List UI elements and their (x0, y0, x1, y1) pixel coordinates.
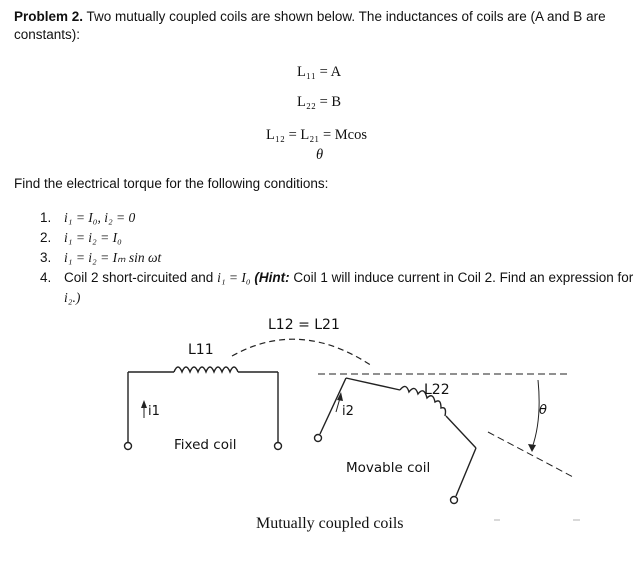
problem-label: Problem 2. (14, 9, 84, 24)
figure-caption: Mutually coupled coils (256, 515, 404, 532)
hint-label: (Hint: (254, 270, 290, 285)
list-number: 1. (40, 210, 52, 225)
condition-text-post: Coil 1 will induce current in Coil 2. Find an expression for (289, 270, 634, 285)
condition-text-cont: i₂.) (64, 290, 81, 305)
find-instruction: Find the electrical torque for the following conditions: (14, 176, 329, 191)
equation-l11: L₁₁ = A (297, 64, 342, 80)
condition-text: i₁ = i₂ = Iₘ sin ωt (64, 250, 162, 265)
list-number: 2. (40, 230, 52, 245)
condition-text: i₁ = i₂ = I₀ (64, 230, 122, 245)
theta-label: θ (539, 403, 547, 418)
theta-arrowhead (528, 444, 536, 452)
problem-text: Two mutually coupled coils are shown below. The inductances of coils are (A and B are constants): (14, 9, 606, 42)
i1-label: i1 (148, 404, 160, 419)
fixed-coil-label: Fixed coil (174, 437, 237, 453)
list-number: 3. (40, 250, 52, 265)
movable-coil-label: Movable coil (346, 460, 431, 476)
i2-label: i2 (342, 404, 354, 419)
list-number: 4. (40, 270, 52, 285)
equation-theta: θ (316, 147, 324, 163)
i1-arrowhead (141, 400, 147, 408)
l11-label: L11 (188, 342, 214, 358)
condition-math: i₁ = I₀ (217, 270, 251, 285)
mutual-coupling-arc (232, 339, 372, 366)
mutual-inductance-label: L12 = L21 (268, 317, 340, 333)
condition-text: i₁ = I₀, i₂ = 0 (64, 210, 136, 225)
theta-line (488, 432, 575, 478)
equation-l22: L₂₂ = B (297, 94, 342, 110)
condition-text-pre: Coil 2 short-circuited and (64, 270, 218, 285)
equation-l12: L₁₂ = L₂₁ = Mcos (266, 127, 368, 143)
l22-label: L22 (424, 382, 450, 398)
